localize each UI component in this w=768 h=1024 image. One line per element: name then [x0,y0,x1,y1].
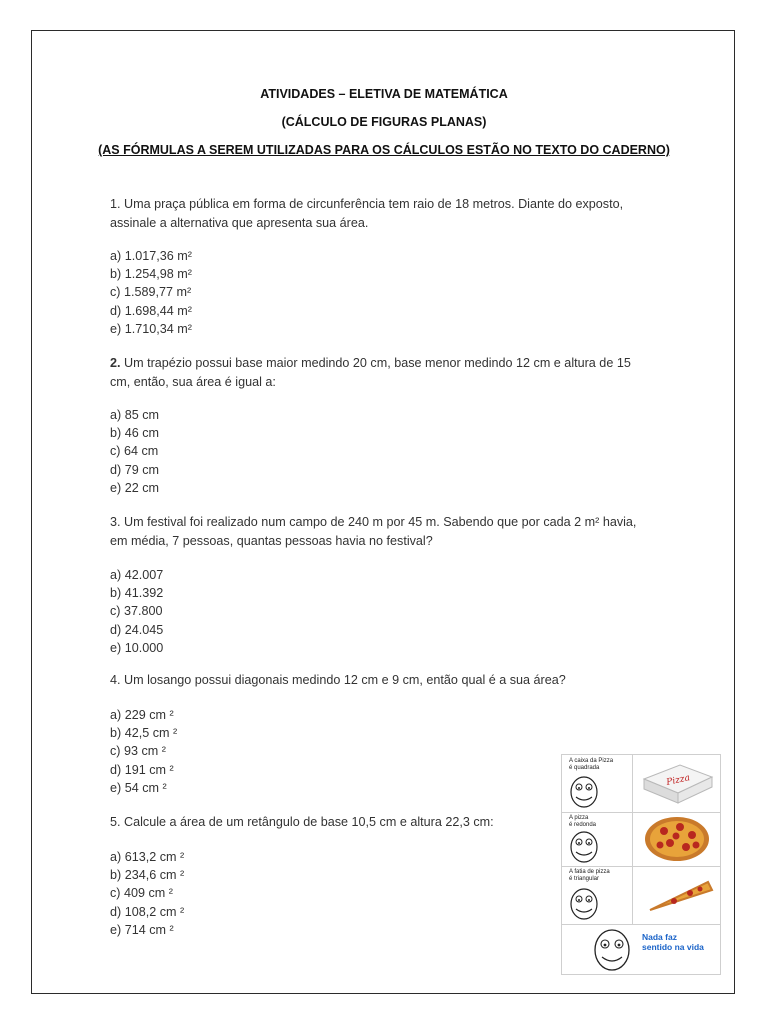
option: a) 613,2 cm ² [110,850,185,864]
meme-row-box [562,755,720,813]
question-number: 2. [110,356,121,370]
option: a) 85 cm [110,408,159,422]
option: b) 42,5 cm ² [110,726,178,741]
option: b) 1.254,98 m² [110,267,192,282]
option: d) 191 cm ² [110,762,174,777]
option: c) 1.589,77 m² [110,285,192,300]
option: e) 714 cm ² [110,922,174,937]
meme-row-slice [562,866,720,925]
option: c) 64 cm [110,444,159,459]
option: d) 24.045 [110,622,164,637]
question-number: 4. [110,673,121,687]
round-pizza-icon [640,815,714,863]
meme-caption-box: A caixa da Pizza é quadrada [569,758,614,771]
meme-punchline: Nada faz sentido na vida [642,932,704,952]
pizza-meme-image [561,754,721,975]
rage-face-icon [592,928,632,972]
svg-text:Pizza: Pizza [665,773,691,788]
page-subtitle: (CÁLCULO DE FIGURAS PLANAS) [281,115,487,129]
meme-caption-slice: A fatia de pizza é triangular [569,869,610,882]
page-note: (AS FÓRMULAS A SEREM UTILIZADAS PARA OS CÁLCULOS ESTÃO NO TEXTO DO CADERNO) [98,143,670,157]
rage-face-icon [568,887,600,921]
question-number: 3. [110,515,121,529]
question-text: Um festival foi realizado num campo de 240 m por 45 m. Sabendo que por cada 2 m² havia, em média, 7 pessoas, quantas pessoas havia no festival? [110,515,637,548]
option: e) 22 cm [110,480,159,495]
meme-row-pizza [562,812,720,867]
question-3 [110,513,640,551]
page-title: ATIVIDADES – ELETIVA DE MATEMÁTICA [260,87,508,101]
question-number: 1. [110,197,121,211]
rage-face-icon [568,830,600,864]
option: e) 1.710,34 m² [110,321,192,336]
question-text: Um losango possui diagonais medindo 12 cm e 9 cm, então qual é a sua área? [120,673,566,687]
option: b) 234,6 cm ² [110,868,185,883]
option: c) 93 cm ² [110,744,166,759]
pizza-box-icon [640,761,714,807]
option: c) 37.800 [110,604,163,619]
option: a) 1.017,36 m² [110,249,192,263]
question-2 [110,354,640,392]
option: e) 54 cm ² [110,780,167,795]
option: d) 1.698,44 m² [110,303,192,318]
options-2 [110,406,159,497]
question-4 [110,671,640,690]
option: c) 409 cm ² [110,886,173,901]
rage-face-icon [568,775,600,809]
meme-row-punchline [562,924,720,975]
option: b) 41.392 [110,586,164,601]
question-text: Um trapézio possui base maior medindo 20 cm, base menor medindo 12 cm e altura de 15 cm, então, sua área é igual a: [110,356,631,389]
option: e) 10.000 [110,640,164,655]
option: d) 108,2 cm ² [110,904,185,919]
option: a) 229 cm ² [110,708,174,722]
options-5 [110,848,184,939]
option: d) 79 cm [110,462,159,477]
question-text: Calcule a área de um retângulo de base 10,5 cm e altura 22,3 cm: [120,815,494,829]
question-text: Uma praça pública em forma de circunferência tem raio de 18 metros. Diante do exposto, assinale a alternativa que apresenta sua área. [110,197,624,230]
option: a) 42.007 [110,568,164,582]
options-3 [110,566,163,657]
options-4 [110,706,177,797]
meme-caption-pizza: A pizza é redonda [569,815,597,828]
question-number: 5. [110,815,121,829]
options-1 [110,247,192,338]
question-1 [110,195,640,233]
pizza-slice-icon [640,876,714,916]
option: b) 46 cm [110,426,159,441]
